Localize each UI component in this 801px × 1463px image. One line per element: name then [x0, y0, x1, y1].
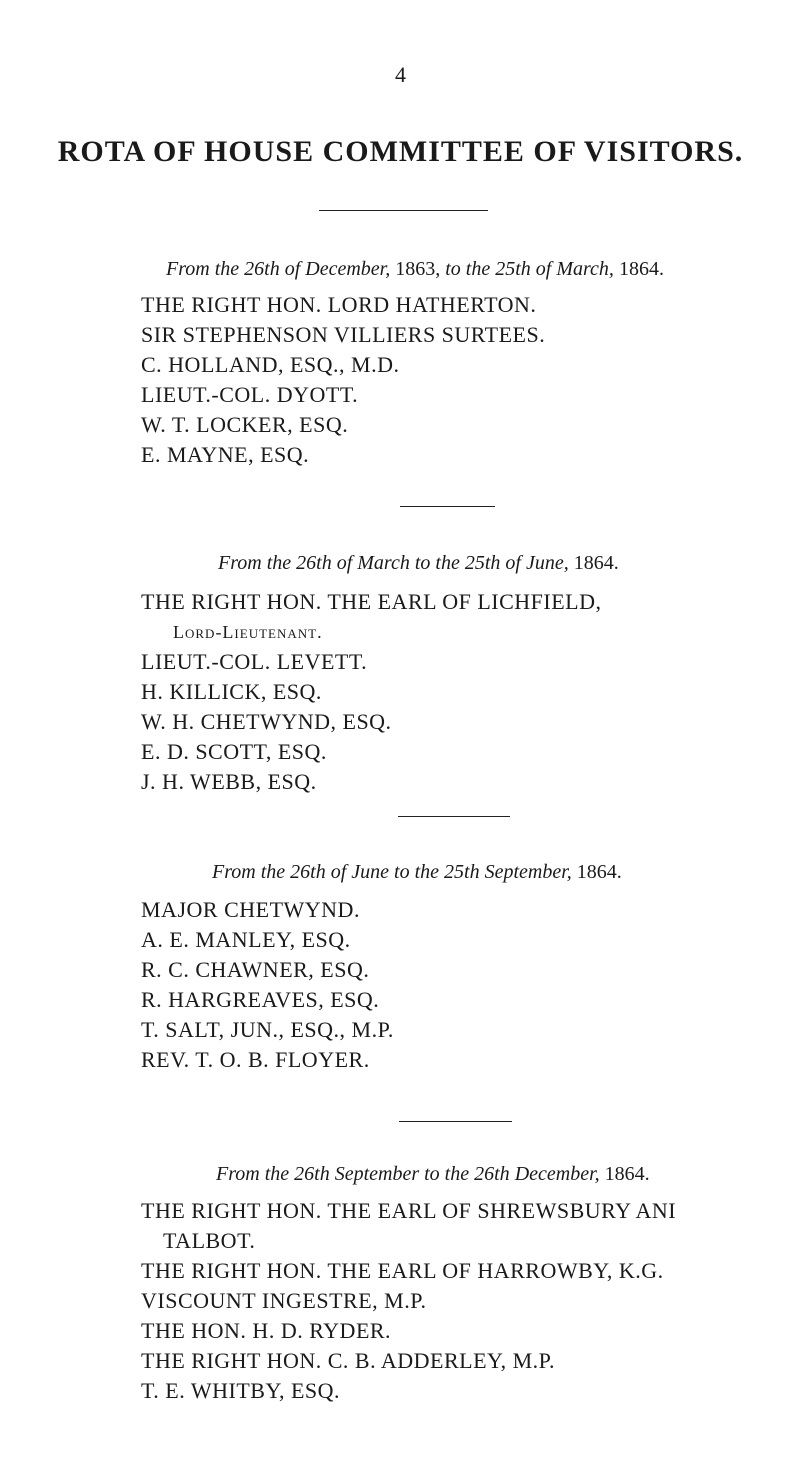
member-name: T. E. WHITBY, ESQ. — [141, 1378, 341, 1403]
member-name: W. T. LOCKER, ESQ. — [141, 412, 349, 437]
period-heading — [218, 552, 619, 575]
period-from-month: of June — [330, 861, 390, 883]
period-from-date: 26th — [294, 1163, 330, 1185]
member-name: J. H. WEBB, ESQ. — [141, 769, 317, 794]
member-name: A. E. MANLEY, ESQ. — [141, 927, 351, 952]
member-name: THE RIGHT HON. C. B. ADDERLEY, M.P. — [141, 1348, 555, 1373]
member-name: W. H. CHETWYND, ESQ. — [141, 709, 392, 734]
member-list — [141, 1196, 676, 1406]
period-to-year: 1864. — [604, 1163, 650, 1185]
member-name: LIEUT.-COL. DYOTT. — [141, 382, 359, 407]
period-heading — [212, 861, 622, 884]
period-from-month: September — [334, 1163, 420, 1185]
period-from-date: 26th — [244, 258, 280, 280]
period-to-year: 1864. — [618, 258, 664, 280]
member-name: THE RIGHT HON. THE EARL OF HARROWBY, K.G. — [141, 1258, 664, 1283]
period-heading — [166, 258, 664, 281]
member-name: T. SALT, JUN., ESQ., M.P. — [141, 1017, 394, 1042]
page-title: ROTA OF HOUSE COMMITTEE OF VISITORS. — [57, 135, 744, 168]
member-name: E. MAYNE, ESQ. — [141, 442, 310, 467]
member-name: THE RIGHT HON. THE EARL OF SHREWSBURY ANI — [141, 1198, 677, 1223]
section-divider — [319, 210, 488, 211]
section-divider — [398, 816, 510, 817]
period-to-date: 25th — [495, 258, 531, 280]
period-to-month: of March, — [535, 258, 614, 280]
member-name: MAJOR CHETWYND. — [141, 897, 360, 922]
period-to-label: to the — [424, 1163, 470, 1185]
member-name: TALBOT. — [163, 1228, 256, 1253]
member-name: SIR STEPHENSON VILLIERS SURTEES. — [141, 322, 546, 347]
member-name: THE HON. H. D. RYDER. — [141, 1318, 392, 1343]
period-to-label: to the — [394, 861, 440, 883]
period-from-label: From the — [218, 552, 292, 574]
period-to-month: December, — [514, 1163, 600, 1185]
period-from-date: 26th — [296, 552, 332, 574]
period-to-label: to the — [445, 258, 491, 280]
member-name: H. KILLICK, ESQ. — [141, 679, 322, 704]
member-name: R. HARGREAVES, ESQ. — [141, 987, 380, 1012]
page-number: 4 — [395, 62, 406, 87]
period-from-label: From the — [166, 258, 240, 280]
member-name: R. C. CHAWNER, ESQ. — [141, 957, 370, 982]
member-name: C. HOLLAND, ESQ., M.D. — [141, 352, 400, 377]
period-to-year: 1864. — [573, 552, 619, 574]
period-to-month: September, — [484, 861, 572, 883]
member-name: THE RIGHT HON. THE EARL OF LICHFIELD, — [141, 589, 602, 614]
member-name: VISCOUNT INGESTRE, M.P. — [141, 1288, 427, 1313]
member-list — [141, 587, 602, 797]
member-name: THE RIGHT HON. LORD HATHERTON. — [141, 292, 537, 317]
member-title: Lord-Lieutenant. — [173, 622, 323, 642]
period-heading — [216, 1163, 650, 1186]
member-list — [141, 290, 545, 470]
period-to-month: of June, — [505, 552, 569, 574]
period-to-year: 1864. — [576, 861, 622, 883]
member-name: REV. T. O. B. FLOYER. — [141, 1047, 370, 1072]
period-to-date: 26th — [474, 1163, 510, 1185]
section-divider — [399, 1121, 512, 1122]
period-from-label: From the — [216, 1163, 290, 1185]
period-to-label: to the — [414, 552, 460, 574]
member-name: E. D. SCOTT, ESQ. — [141, 739, 327, 764]
period-to-date: 25th — [464, 552, 501, 574]
period-from-label: From the — [212, 861, 286, 883]
member-list — [141, 895, 394, 1075]
member-name: LIEUT.-COL. LEVETT. — [141, 649, 368, 674]
period-from-date: 26th — [290, 861, 326, 883]
period-to-date: 25th — [444, 861, 480, 883]
period-from-year: 1863, — [395, 258, 441, 280]
section-divider — [400, 506, 495, 507]
period-from-month: of March — [336, 552, 410, 574]
period-from-month: of December, — [284, 258, 391, 280]
